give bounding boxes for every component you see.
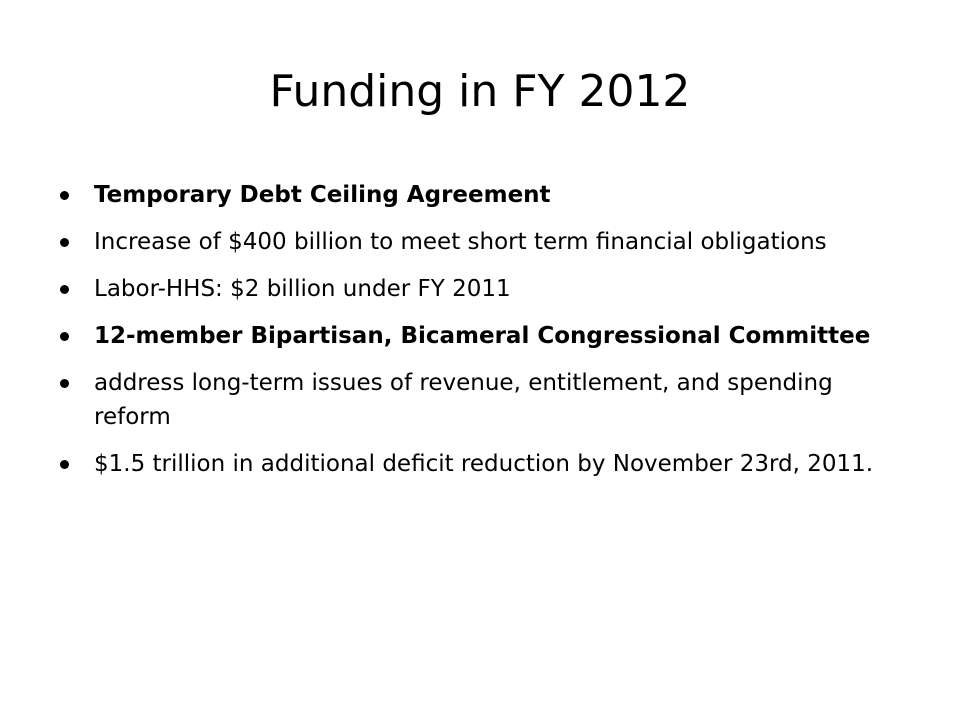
bullet-item [60, 366, 910, 434]
bullet-text: Temporary Debt Ceiling Agreement [94, 182, 551, 208]
bullet-dot-icon [60, 191, 69, 200]
bullet-item [60, 225, 910, 259]
bullet-item [60, 178, 910, 212]
bullet-dot-icon [60, 332, 69, 341]
bullet-text: 12-member Bipartisan, Bicameral Congressional Committee [94, 323, 871, 349]
bullet-dot-icon [60, 460, 69, 469]
bullet-dot-icon [60, 379, 69, 388]
bullet-text: $1.5 trillion in additional deficit reduction by November 23rd, 2011. [94, 451, 874, 477]
bullet-text: address long-term issues of revenue, entitlement, and spending reform [94, 370, 833, 430]
bullet-list [60, 178, 910, 494]
bullet-text: Increase of $400 billion to meet short term financial obligations [94, 229, 827, 255]
slide-title: Funding in FY 2012 [269, 66, 691, 117]
bullet-item [60, 447, 910, 481]
bullet-item [60, 319, 910, 353]
bullet-item [60, 272, 910, 306]
bullet-text: Labor-HHS: $2 billion under FY 2011 [94, 276, 511, 302]
bullet-dot-icon [60, 285, 69, 294]
bullet-dot-icon [60, 238, 69, 247]
